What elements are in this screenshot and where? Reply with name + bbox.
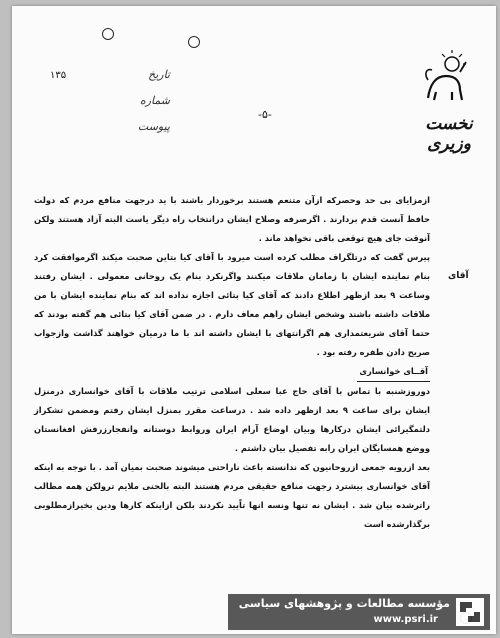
letterhead-fields (110, 68, 170, 146)
watermark-url: www.psri.ir (373, 614, 438, 625)
folio-number: -۵- (258, 108, 272, 121)
date-label: تاریخ (148, 68, 170, 81)
section-heading: آقــای خوانساری (357, 362, 430, 382)
punch-hole-top-right (188, 36, 200, 48)
paragraph: پیرس گفت که درتلگراف مطلب کرده است میرود با آقای کیا بتاین صحبت میکند اگرموافقت کرد بنام نماینده ایشان با زمامان ملاقات میکنند واگرنکرد بنام یک روحانی معمولی . ایشان رفتند وساعت ۹ بعد ازظهر اطلاع دادند که آقای کیا بتائی اجازه نداده اند که بنام نماینده ایشان با من ملاقات داشته باشند وشخص ایشان راهم معاف دارم . در ضمن آقای کیا بتائی هم گفته بودند که حتما آقای شریعتمداری هم اگرانتهای با ایشان داشته اند با ما درمیان خواهند گذاشت وازجواب صریح دادن طفره رفته بود . (34, 252, 430, 357)
punch-hole-top-left (102, 28, 114, 40)
paragraph: ازمزایای بی حد وحصرکه ازآن متنعم هستند برخوردار باشند با ید درجهت منافع مردم که دولت حافظ آنست قدم بردارند . اگرصرفه وصلاح ایشان درانتخاب راه دیگر یاست البته آزاد هستند ولکن آنوقت جای هیچ توقعی باقی نخواهد ماند . (34, 195, 430, 243)
letter-body (34, 191, 430, 534)
paragraph: بعد ازرویه جمعی ازروحانیون که ندانسته باعث ناراحتی میشوند صحبت بمیان آمد . با توجه به اینکه آقای خوانساری بیشترد رجهت منافع حقیقی مردم هستند البته بالحنی ملایم ترولکن همه مطالب راترشده بیان شد . ایشان نه تنها ونسه انها تاًیید نکردند بلکن ازاینکه کارها ودین بخیرازمطلوبی برگذارشده است (34, 462, 430, 529)
institute-logo-icon (456, 598, 484, 626)
page-number: ۱۳۵ (50, 70, 67, 81)
margin-note: آقای (448, 271, 469, 281)
watermark-title: مؤسسه مطالعات و پژوهشهای سیاسی (238, 597, 450, 610)
document-page (12, 6, 496, 634)
watermark-banner (228, 594, 490, 630)
paragraph: دوروزشنبه با تماس با آقای حاج عبا سعلی اسلامی ترتیب ملاقات با آقای خوانساری درمنزل ایشان برای ساعت ۹ بعد ازظهر داده شد . درساعت مقرر بمنزل ایشان رفتم ومضمن تشکراز دلتمگیرائی ایشان درکارها وبیان اوضاع آرام ایران وروابط دوستانه وانفجارزرفش افغانستان ووضع همسایگان ایران رابه تفصیل بیان داشتم . (34, 386, 430, 453)
attachment-label: پیوست (137, 120, 170, 133)
organization-title: نخست وزیری (425, 114, 473, 154)
lion-and-sun-emblem-icon (422, 50, 468, 106)
number-label: شماره (139, 94, 170, 107)
